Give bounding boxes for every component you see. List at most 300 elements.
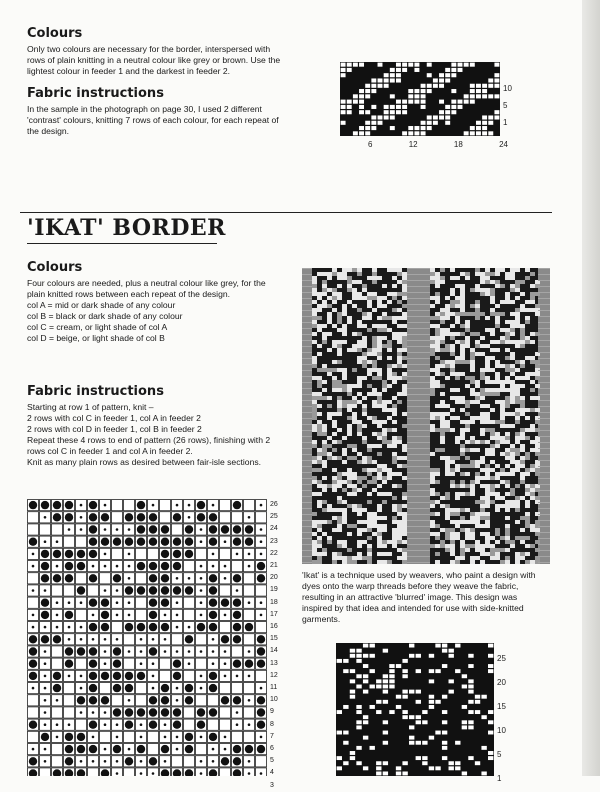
big-chart-small-dot <box>236 675 239 678</box>
big-chart-small-dot <box>56 614 59 617</box>
photo-stitch <box>312 520 317 524</box>
photo-stitch <box>312 424 317 428</box>
photo-stitch <box>465 276 470 280</box>
top-chart-cell <box>464 100 469 104</box>
photo-stitch <box>455 340 460 344</box>
photo-stitch <box>520 344 525 348</box>
photo-stitch <box>377 328 382 332</box>
photo-stitch <box>505 348 510 352</box>
photo-stitch <box>402 304 407 308</box>
photo-stitch <box>392 420 397 424</box>
small-chart-cell <box>429 705 434 709</box>
photo-stitch <box>357 540 362 544</box>
photo-stitch <box>317 456 322 460</box>
photo-stitch <box>505 492 510 496</box>
small-chart-cell <box>356 725 361 729</box>
big-chart-filled-dot <box>89 684 97 692</box>
big-chart-filled-dot <box>209 611 217 619</box>
big-chart-filled-dot <box>53 513 61 521</box>
photo-stitch <box>475 540 480 544</box>
photo-stitch <box>440 404 445 408</box>
big-chart-filled-dot <box>221 757 229 765</box>
photo-texture <box>538 526 550 527</box>
photo-stitch <box>362 396 367 400</box>
photo-stitch <box>470 516 475 520</box>
photo-stitch <box>357 460 362 464</box>
big-chart-small-dot <box>152 772 155 775</box>
big-chart-small-dot <box>68 601 71 604</box>
photo-texture <box>407 304 430 305</box>
small-chart-cell <box>383 690 388 694</box>
photo-stitch <box>490 448 495 452</box>
top-chart-cell <box>445 78 450 82</box>
photo-stitch <box>387 268 392 272</box>
top-chart-cell <box>470 100 475 104</box>
small-chart-row-labels <box>497 647 537 791</box>
photo-stitch <box>435 276 440 280</box>
photo-stitch <box>525 452 530 456</box>
big-chart-filled-dot <box>29 635 37 643</box>
photo-stitch <box>312 292 317 296</box>
photo-stitch <box>317 272 322 276</box>
big-chart-filled-dot <box>113 745 121 753</box>
top-fabric-text: In the sample in the photograph on page 30, I used 2 different 'contrast' colours, knitting 7 rows of each colour, for each repeat of the design. <box>27 104 279 136</box>
small-chart-cell <box>363 664 368 668</box>
photo-stitch <box>515 344 520 348</box>
photo-stitch <box>402 272 407 276</box>
photo-stitch <box>367 312 372 316</box>
photo-stitch <box>480 280 485 284</box>
photo-stitch <box>440 424 445 428</box>
photo-texture <box>407 340 430 341</box>
top-chart-cell <box>476 126 481 130</box>
photo-stitch <box>470 420 475 424</box>
small-chart-cell <box>383 679 388 683</box>
big-chart-filled-dot <box>113 574 121 582</box>
photo-stitch <box>352 332 357 336</box>
big-chart-small-dot <box>140 650 143 653</box>
photo-stitch <box>475 512 480 516</box>
photo-stitch <box>510 364 515 368</box>
big-chart-filled-dot <box>209 708 217 716</box>
photo-stitch <box>505 292 510 296</box>
photo-stitch <box>362 440 367 444</box>
photo-stitch <box>387 368 392 372</box>
photo-stitch <box>485 484 490 488</box>
small-chart-cell <box>376 766 381 770</box>
photo-stitch <box>332 484 337 488</box>
small-chart-cell <box>396 766 401 770</box>
big-chart-filled-dot <box>101 513 109 521</box>
photo-stitch <box>455 440 460 444</box>
photo-stitch <box>490 500 495 504</box>
big-chart-filled-dot <box>101 623 109 631</box>
small-chart-cell <box>389 674 394 678</box>
photo-texture <box>302 370 312 371</box>
big-chart-filled-dot <box>221 696 229 704</box>
small-chart-cell <box>416 654 421 658</box>
big-chart-small-dot <box>104 589 107 592</box>
big-chart-small-dot <box>68 675 71 678</box>
photo-stitch <box>465 400 470 404</box>
photo-stitch <box>352 384 357 388</box>
photo-stitch <box>312 356 317 360</box>
big-chart-filled-dot <box>125 586 133 594</box>
big-chart-row-label: 18 <box>270 598 278 606</box>
big-chart-filled-dot <box>89 660 97 668</box>
top-chart-bg <box>340 62 500 136</box>
big-chart-small-dot <box>80 760 83 763</box>
photo-texture <box>302 310 312 311</box>
photo-stitch <box>317 424 322 428</box>
photo-stitch <box>342 308 347 312</box>
top-chart-cell <box>408 94 413 98</box>
photo-stitch <box>450 324 455 328</box>
photo-stitch <box>515 376 520 380</box>
big-chart-small-dot <box>140 760 143 763</box>
photo-stitch <box>460 372 465 376</box>
big-chart-small-dot <box>92 736 95 739</box>
photo-stitch <box>460 444 465 448</box>
photo-stitch <box>337 388 342 392</box>
small-chart-row-label: 25 <box>497 654 506 663</box>
photo-stitch <box>367 536 372 540</box>
ikat-small-chart-grid <box>336 643 494 776</box>
top-chart-cell <box>476 131 481 135</box>
photo-texture <box>407 370 430 371</box>
photo-stitch <box>430 412 435 416</box>
photo-stitch <box>535 372 540 376</box>
photo-stitch <box>312 360 317 364</box>
photo-stitch <box>515 460 520 464</box>
photo-stitch <box>490 432 495 436</box>
photo-stitch <box>322 380 327 384</box>
big-chart-small-dot <box>80 687 83 690</box>
photo-stitch <box>342 404 347 408</box>
photo-stitch <box>337 428 342 432</box>
big-chart-filled-dot <box>65 611 73 619</box>
photo-texture <box>407 298 430 299</box>
ikat-small-chart <box>336 643 494 776</box>
photo-stitch <box>387 384 392 388</box>
big-chart-small-dot <box>236 589 239 592</box>
photo-stitch <box>485 412 490 416</box>
photo-stitch <box>372 480 377 484</box>
photo-stitch <box>490 288 495 292</box>
top-chart-cell <box>347 100 352 104</box>
photo-stitch <box>460 556 465 560</box>
photo-texture <box>407 424 430 425</box>
photo-stitch <box>490 552 495 556</box>
big-chart-filled-dot <box>137 708 145 716</box>
photo-stitch <box>337 484 342 488</box>
big-chart-filled-dot <box>101 696 109 704</box>
big-chart-filled-dot <box>161 623 169 631</box>
photo-stitch <box>382 312 387 316</box>
photo-stitch <box>312 300 317 304</box>
top-chart-cell <box>384 84 389 88</box>
top-chart-cell <box>421 121 426 125</box>
big-chart-filled-dot <box>257 721 265 729</box>
photo-texture <box>538 562 550 563</box>
photo-stitch <box>525 512 530 516</box>
top-chart-col-label: 12 <box>408 140 418 149</box>
photo-stitch <box>435 468 440 472</box>
photo-stitch <box>515 308 520 312</box>
big-chart-small-dot <box>248 565 251 568</box>
photo-stitch <box>525 308 530 312</box>
photo-stitch <box>337 508 342 512</box>
photo-stitch <box>327 504 332 508</box>
photo-stitch <box>317 448 322 452</box>
big-chart-filled-dot <box>257 660 265 668</box>
photo-stitch <box>357 504 362 508</box>
photo-stitch <box>317 552 322 556</box>
top-chart-cell <box>371 89 376 93</box>
photo-stitch <box>430 392 435 396</box>
photo-stitch <box>352 288 357 292</box>
big-chart-small-dot <box>260 614 263 617</box>
big-chart-filled-dot <box>185 745 193 753</box>
photo-stitch <box>357 384 362 388</box>
photo-stitch <box>525 356 530 360</box>
photo-stitch <box>510 352 515 356</box>
photo-texture <box>538 286 550 287</box>
photo-stitch <box>402 384 407 388</box>
top-chart-cell <box>396 110 401 114</box>
photo-stitch <box>480 344 485 348</box>
photo-stitch <box>402 376 407 380</box>
photo-stitch <box>367 296 372 300</box>
big-chart-row-label: 11 <box>270 684 278 692</box>
photo-stitch <box>515 440 520 444</box>
photo-texture <box>302 430 312 431</box>
photo-stitch <box>520 328 525 332</box>
photo-stitch <box>372 340 377 344</box>
top-chart-cell <box>421 84 426 88</box>
big-chart-small-dot <box>248 723 251 726</box>
small-chart-cell <box>468 679 473 683</box>
photo-stitch <box>367 528 372 532</box>
photo-stitch <box>505 480 510 484</box>
ikat-caption-block <box>302 570 548 625</box>
photo-stitch <box>505 472 510 476</box>
big-chart-filled-dot <box>209 684 217 692</box>
photo-stitch <box>495 284 500 288</box>
big-chart-row-label: 7 <box>270 732 274 740</box>
photo-stitch <box>510 456 515 460</box>
photo-stitch <box>520 280 525 284</box>
photo-stitch <box>347 504 352 508</box>
top-chart-row-label: 10 <box>503 84 512 93</box>
photo-stitch <box>500 328 505 332</box>
photo-stitch <box>490 388 495 392</box>
photo-stitch <box>362 296 367 300</box>
photo-texture <box>407 274 430 275</box>
top-chart-cell <box>402 131 407 135</box>
photo-texture <box>302 292 312 293</box>
photo-stitch <box>445 412 450 416</box>
photo-texture <box>538 304 550 305</box>
big-chart-filled-dot <box>53 635 61 643</box>
photo-texture <box>538 520 550 521</box>
photo-stitch <box>430 468 435 472</box>
ikat-caption: 'Ikat' is a technique used by weavers, who paint a design with dyes onto the warp threads before they weave the fabric, resulting in an attractive 'blurred' image. This design was inspired by that idea and intended for use with side-knitted garments. <box>302 570 536 624</box>
photo-stitch <box>382 540 387 544</box>
photo-stitch <box>367 348 372 352</box>
small-chart-cell <box>462 685 467 689</box>
photo-stitch <box>515 552 520 556</box>
big-chart-filled-dot <box>209 525 217 533</box>
photo-stitch <box>367 552 372 556</box>
photo-stitch <box>332 448 337 452</box>
top-chart-row-labels <box>503 80 543 131</box>
big-chart-filled-dot <box>41 733 49 741</box>
big-chart-filled-dot <box>173 562 181 570</box>
photo-stitch <box>455 456 460 460</box>
photo-stitch <box>357 292 362 296</box>
photo-stitch <box>470 376 475 380</box>
photo-stitch <box>430 512 435 516</box>
top-chart-col-label: 6 <box>368 140 373 149</box>
top-chart-cell <box>470 89 475 93</box>
top-colours-heading: Colours <box>27 26 83 41</box>
big-chart-small-dot <box>188 504 191 507</box>
big-chart-small-dot <box>200 760 203 763</box>
photo-stitch <box>450 552 455 556</box>
big-chart-small-dot <box>92 614 95 617</box>
small-chart-cell <box>488 710 493 714</box>
photo-stitch <box>520 472 525 476</box>
big-chart-small-dot <box>92 760 95 763</box>
photo-stitch <box>450 348 455 352</box>
photo-stitch <box>312 364 317 368</box>
photo-stitch <box>387 364 392 368</box>
photo-texture <box>538 532 550 533</box>
photo-stitch <box>362 340 367 344</box>
top-chart-cell <box>359 110 364 114</box>
big-chart-row-label: 10 <box>270 696 278 704</box>
photo-stitch <box>515 392 520 396</box>
small-chart-cell <box>475 710 480 714</box>
fabric-line: Repeat these 4 rows to end of pattern (26 rows), finishing with 2 rows col C in feeder 1 and col A in feeder 2. <box>27 435 271 456</box>
photo-texture <box>538 430 550 431</box>
photo-stitch <box>377 452 382 456</box>
photo-texture <box>302 340 312 341</box>
photo-stitch <box>480 532 485 536</box>
small-chart-cell <box>429 654 434 658</box>
photo-stitch <box>435 480 440 484</box>
big-chart-row-label: 3 <box>270 781 274 789</box>
big-chart-filled-dot <box>113 684 121 692</box>
big-chart-small-dot <box>116 638 119 641</box>
photo-stitch <box>440 336 445 340</box>
photo-stitch <box>510 540 515 544</box>
photo-stitch <box>510 312 515 316</box>
photo-stitch <box>455 360 460 364</box>
photo-stitch <box>387 356 392 360</box>
small-chart-cell <box>455 766 460 770</box>
photo-stitch <box>367 300 372 304</box>
photo-stitch <box>495 360 500 364</box>
big-chart-filled-dot <box>149 525 157 533</box>
photo-stitch <box>510 340 515 344</box>
small-chart-cell <box>455 741 460 745</box>
photo-stitch <box>312 284 317 288</box>
photo-stitch <box>470 536 475 540</box>
photo-stitch <box>337 352 342 356</box>
photo-stitch <box>445 360 450 364</box>
photo-stitch <box>392 320 397 324</box>
photo-stitch <box>470 480 475 484</box>
photo-stitch <box>357 280 362 284</box>
photo-stitch <box>505 276 510 280</box>
top-chart-cell <box>414 100 419 104</box>
photo-stitch <box>322 336 327 340</box>
photo-stitch <box>465 484 470 488</box>
photo-stitch <box>312 332 317 336</box>
photo-stitch <box>460 472 465 476</box>
photo-stitch <box>367 304 372 308</box>
top-chart-cell <box>421 89 426 93</box>
photo-stitch <box>377 344 382 348</box>
big-chart-filled-dot <box>185 550 193 558</box>
big-chart-small-dot <box>116 723 119 726</box>
photo-stitch <box>352 472 357 476</box>
photo-stitch <box>475 332 480 336</box>
photo-stitch <box>510 460 515 464</box>
big-chart-filled-dot <box>29 721 37 729</box>
photo-stitch <box>485 288 490 292</box>
photo-stitch <box>500 268 505 272</box>
photo-stitch <box>430 480 435 484</box>
photo-stitch <box>402 556 407 560</box>
photo-stitch <box>440 364 445 368</box>
photo-stitch <box>357 360 362 364</box>
big-chart-filled-dot <box>137 745 145 753</box>
big-chart-small-dot <box>212 662 215 665</box>
big-chart-small-dot <box>80 711 83 714</box>
photo-texture <box>407 412 430 413</box>
small-chart-cell <box>442 756 447 760</box>
photo-stitch <box>485 280 490 284</box>
small-chart-cell <box>402 761 407 765</box>
top-chart-cell <box>414 63 419 67</box>
top-chart-cell <box>359 126 364 130</box>
photo-stitch <box>535 468 540 472</box>
photo-stitch <box>377 508 382 512</box>
photo-stitch <box>455 556 460 560</box>
photo-stitch <box>505 364 510 368</box>
photo-stitch <box>312 312 317 316</box>
small-chart-cell <box>488 664 493 668</box>
photo-stitch <box>450 352 455 356</box>
photo-stitch <box>377 300 382 304</box>
top-chart-cell <box>494 84 499 88</box>
photo-stitch <box>337 276 342 280</box>
top-chart-cell <box>353 100 358 104</box>
photo-stitch <box>367 516 372 520</box>
photo-stitch <box>372 280 377 284</box>
photo-stitch <box>357 392 362 396</box>
big-chart-small-dot <box>224 565 227 568</box>
photo-stitch <box>430 492 435 496</box>
photo-stitch <box>505 380 510 384</box>
photo-stitch <box>332 556 337 560</box>
top-chart-cell <box>402 105 407 109</box>
photo-stitch <box>322 532 327 536</box>
big-chart-small-dot <box>32 589 35 592</box>
